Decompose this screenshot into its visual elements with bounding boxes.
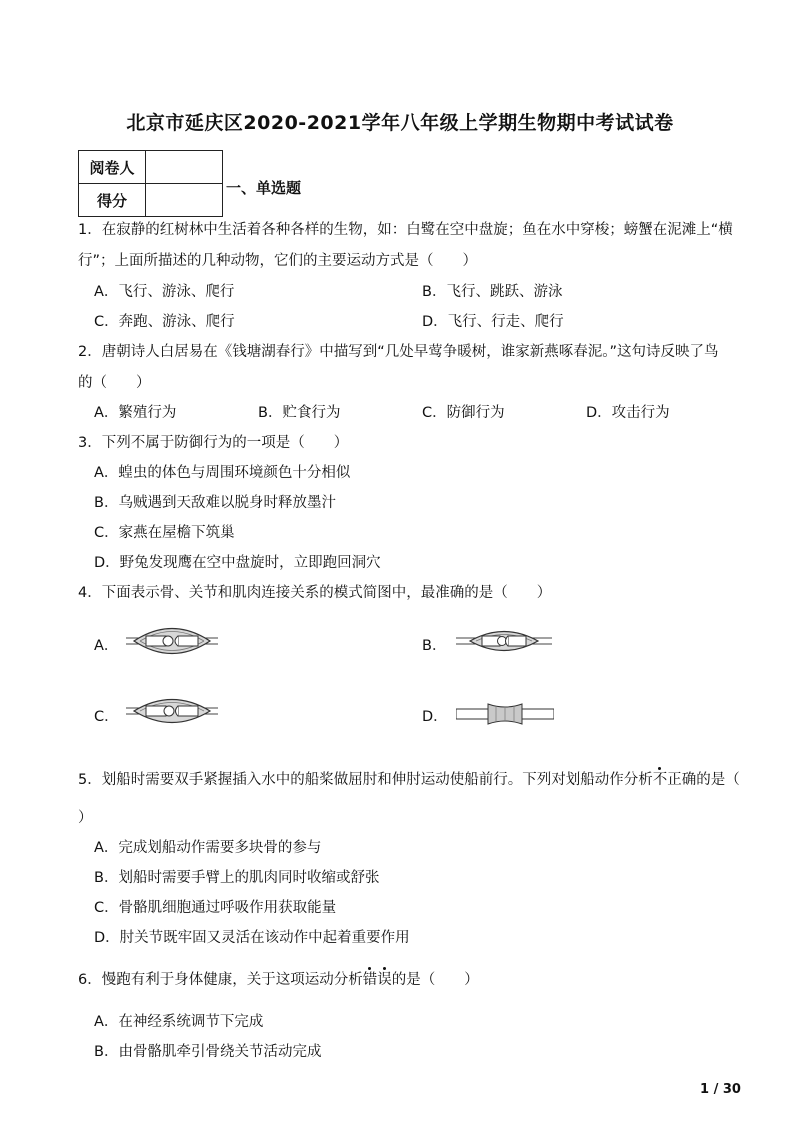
q5-option-a: A．完成划船动作需要多块骨的参与 <box>94 840 322 856</box>
q5-option-c: C．骨骼肌细胞通过呼吸作用获取能量 <box>94 900 337 916</box>
joint-diagram-b <box>456 620 552 662</box>
joint-diagram-c <box>126 688 218 734</box>
q1-option-c: C．奔跑、游泳、爬行 <box>94 314 235 330</box>
q2-option-d: D．攻击行为 <box>586 405 670 421</box>
q3-option-a: A．蝗虫的体色与周围环境颜色十分相似 <box>94 465 351 481</box>
q6-option-a: A．在神经系统调节下完成 <box>94 1014 264 1030</box>
q4-stem: 4．下面表示骨、关节和肌肉连接关系的模式简图中，最准确的是（ ） <box>78 585 552 601</box>
q6-emphasis-2: 误 <box>377 972 392 988</box>
q4-option-d-label: D． <box>422 709 448 725</box>
q6-stem-post: 的是（ ） <box>391 972 479 988</box>
score-label: 得分 <box>79 184 146 217</box>
q2-option-a: A．繁殖行为 <box>94 405 177 421</box>
q3-stem: 3．下列不属于防御行为的一项是（ ） <box>78 435 349 451</box>
joint-diagram-d <box>456 696 554 732</box>
q5-stem-line2: ） <box>78 810 93 826</box>
q2-stem-line1: 2．唐朝诗人白居易在《钱塘湖春行》中描写到“几处早莺争暖树，谁家新燕啄春泥。”这句诗反映了鸟 <box>78 344 719 360</box>
q1-stem-line2: 行”；上面所描述的几种动物，它们的主要运动方式是（ ） <box>78 253 478 269</box>
q6-option-b: B．由骨骼肌牵引骨绕关节活动完成 <box>94 1044 322 1060</box>
q5-emphasis: 不 <box>652 772 668 788</box>
q5-stem-pre: 5．划船时需要双手紧握插入水中的船桨做屈肘和伸肘运动使船前行。下列对划船动作分析 <box>78 772 653 788</box>
section-heading: 一、单选题 <box>226 179 302 197</box>
q5-stem-line1 <box>78 768 740 789</box>
q6-stem <box>78 968 479 989</box>
exam-title: 北京市延庆区2020-2021学年八年级上学期生物期中考试试卷 <box>126 112 674 134</box>
reviewer-cell <box>146 151 223 184</box>
q1-option-a: A．飞行、游泳、爬行 <box>94 284 235 300</box>
q3-option-c: C．家燕在屋檐下筑巢 <box>94 525 235 541</box>
q2-option-b: B．贮食行为 <box>258 405 341 421</box>
q6-stem-pre: 6．慢跑有利于身体健康，关于这项运动分析 <box>78 972 363 988</box>
reviewer-label: 阅卷人 <box>79 151 146 184</box>
q4-option-b-label: B． <box>422 638 447 654</box>
q5-option-d: D．肘关节既牢固又灵活在该动作中起着重要作用 <box>94 930 410 946</box>
q2-option-c: C．防御行为 <box>422 405 505 421</box>
q2-stem-line2: 的（ ） <box>78 375 151 391</box>
q1-option-d: D．飞行、行走、爬行 <box>422 314 564 330</box>
q3-option-d: D．野兔发现鹰在空中盘旋时，立即跑回洞穴 <box>94 555 381 571</box>
joint-diagram-a <box>126 618 218 664</box>
q4-option-a-label: A． <box>94 638 119 654</box>
grade-table <box>78 150 223 217</box>
q6-emphasis-1: 错 <box>362 972 378 988</box>
q5-option-b: B．划船时需要手臂上的肌肉同时收缩或舒张 <box>94 870 380 886</box>
page-number: 1 / 30 <box>700 1082 741 1097</box>
q5-stem-post: 正确的是（ <box>667 772 740 788</box>
q4-option-c-label: C． <box>94 709 119 725</box>
q3-option-b: B．乌贼遇到天敌难以脱身时释放墨汁 <box>94 495 336 511</box>
q1-option-b: B．飞行、跳跃、游泳 <box>422 284 563 300</box>
q1-stem-line1: 1．在寂静的红树林中生活着各种各样的生物，如：白鹭在空中盘旋；鱼在水中穿梭；螃蟹在泥滩上“横 <box>78 222 733 238</box>
score-cell <box>146 184 223 217</box>
